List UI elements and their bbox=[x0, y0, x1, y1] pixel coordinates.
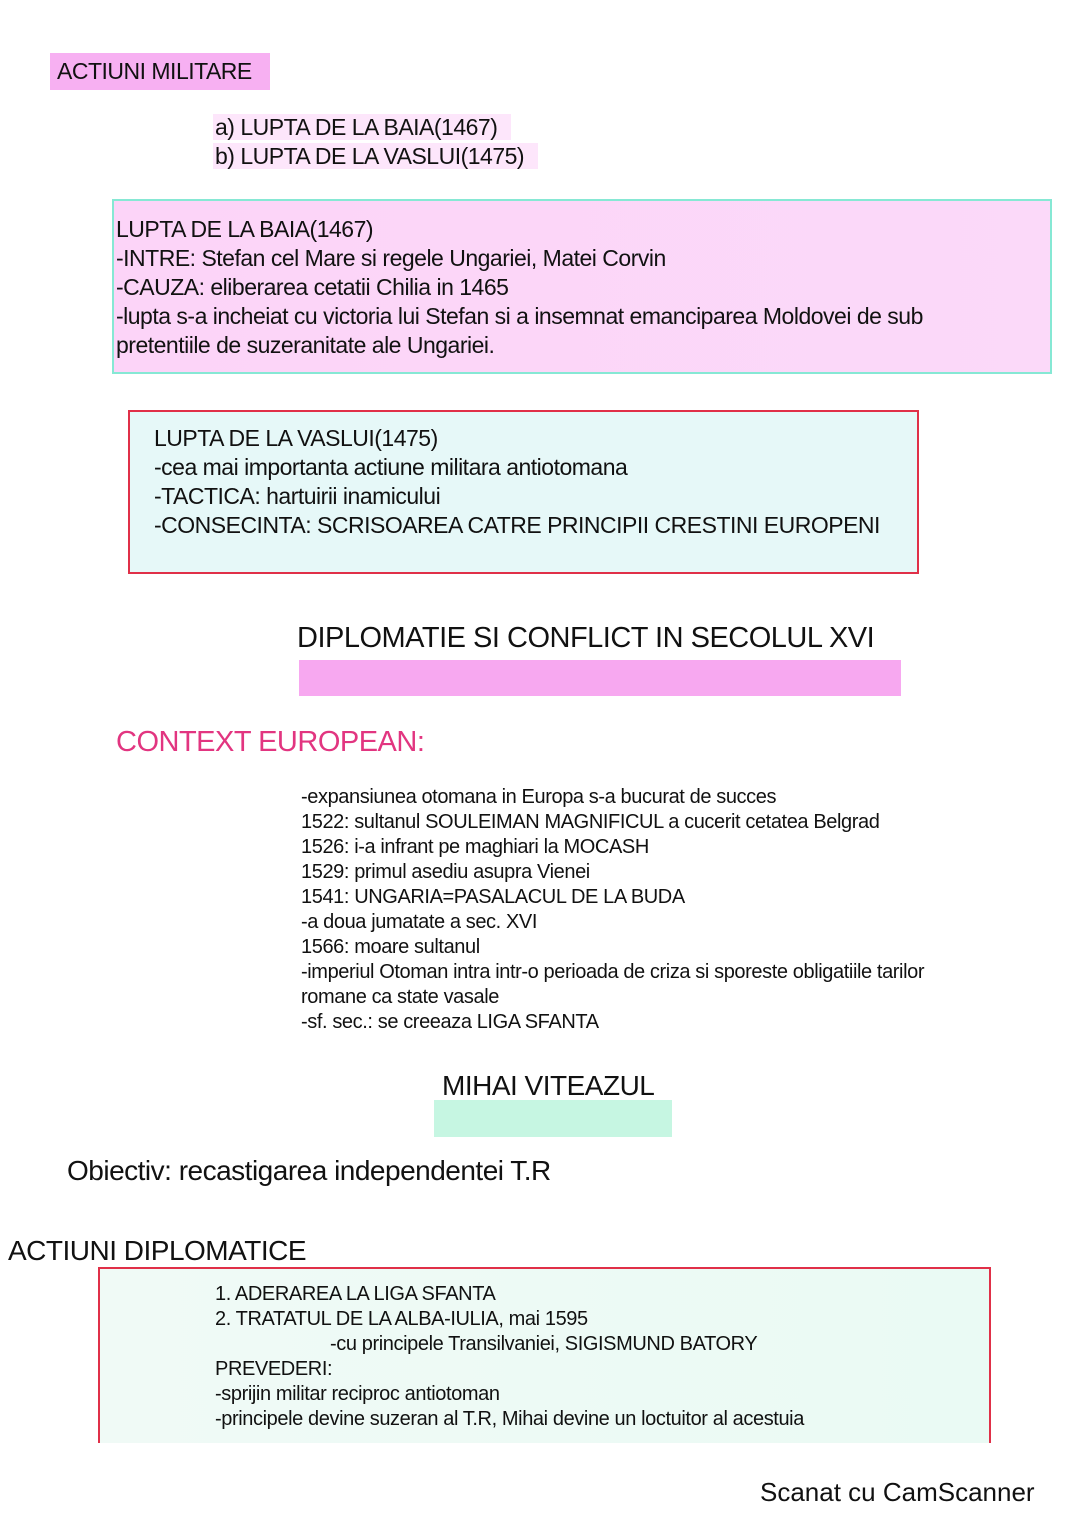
context-line: 1566: moare sultanul bbox=[301, 936, 480, 958]
baia-battle-box bbox=[112, 199, 1052, 374]
context-line: 1529: primul asediu asupra Vienei bbox=[301, 861, 590, 883]
actiuni-militare-heading: ACTIUNI MILITARE bbox=[50, 53, 270, 90]
vaslui-line: -cea mai importanta actiune militara antiotomana bbox=[154, 454, 628, 480]
context-line: -expansiunea otomana in Europa s-a bucurat de succes bbox=[301, 786, 777, 808]
context-list bbox=[301, 785, 924, 1035]
camscanner-watermark: Scanat cu CamScanner bbox=[760, 1477, 1035, 1507]
context-line: -imperiul Otoman intra intr-o perioada de criza si sporeste obligatiile tarilor bbox=[301, 961, 925, 983]
battle-list-item bbox=[213, 113, 511, 142]
baia-line: pretentiile de suzeranitate ale Ungariei. bbox=[116, 332, 495, 358]
battle-list-item-text: b) LUPTA DE LA VASLUI(1475) bbox=[213, 143, 538, 169]
diplomatic-line: -sprijin militar reciproc antiotoman bbox=[215, 1383, 500, 1405]
context-line: 1526: i-a infrant pe maghiari la MOCASH bbox=[301, 836, 649, 858]
baia-line: -CAUZA: eliberarea cetatii Chilia in 1465 bbox=[116, 274, 509, 300]
context-line: -sf. sec.: se creeaza LIGA SFANTA bbox=[301, 1011, 599, 1033]
mihai-highlight-bar bbox=[434, 1100, 672, 1137]
mihai-objective: Obiectiv: recastigarea independentei T.R bbox=[67, 1155, 551, 1186]
diplomatie-highlight-bar bbox=[299, 660, 901, 696]
baia-line: -lupta s-a incheiat cu victoria lui Stefan si a insemnat emanciparea Moldovei de sub bbox=[116, 303, 923, 329]
context-heading: CONTEXT EUROPEAN: bbox=[116, 726, 425, 758]
context-line: 1541: UNGARIA=PASALACUL DE LA BUDA bbox=[301, 886, 685, 908]
battle-list-item bbox=[213, 142, 538, 171]
diplomatic-line: PREVEDERI: bbox=[215, 1358, 333, 1380]
vaslui-title: LUPTA DE LA VASLUI(1475) bbox=[154, 425, 438, 451]
baia-line: -INTRE: Stefan cel Mare si regele Ungariei, Matei Corvin bbox=[116, 245, 666, 271]
mihai-title: MIHAI VITEAZUL bbox=[442, 1070, 655, 1101]
actiuni-diplomatice-heading: ACTIUNI DIPLOMATICE bbox=[8, 1235, 307, 1266]
diplomatic-line: -cu principele Transilvaniei, SIGISMUND BATORY bbox=[330, 1333, 758, 1355]
actiuni-diplomatice-box bbox=[98, 1267, 991, 1443]
vaslui-battle-box bbox=[128, 410, 919, 574]
context-line: -a doua jumatate a sec. XVI bbox=[301, 911, 538, 933]
diplomatic-line: 1. ADERAREA LA LIGA SFANTA bbox=[215, 1283, 496, 1305]
vaslui-line: -TACTICA: hartuirii inamicului bbox=[154, 483, 441, 509]
context-line: romane ca state vasale bbox=[301, 986, 499, 1008]
battle-list-item-text: a) LUPTA DE LA BAIA(1467) bbox=[213, 114, 511, 140]
context-line: 1522: sultanul SOULEIMAN MAGNIFICUL a cucerit cetatea Belgrad bbox=[301, 811, 880, 833]
diplomatic-line: -principele devine suzeran al T.R, Mihai devine un loctuitor al acestuia bbox=[215, 1408, 804, 1430]
vaslui-line: -CONSECINTA: SCRISOAREA CATRE PRINCIPII CRESTINI EUROPENI bbox=[154, 512, 880, 538]
diplomatic-line: 2. TRATATUL DE LA ALBA-IULIA, mai 1595 bbox=[215, 1308, 588, 1330]
diplomatie-title: DIPLOMATIE SI CONFLICT IN SECOLUL XVI bbox=[297, 622, 875, 654]
baia-title: LUPTA DE LA BAIA(1467) bbox=[116, 216, 374, 242]
